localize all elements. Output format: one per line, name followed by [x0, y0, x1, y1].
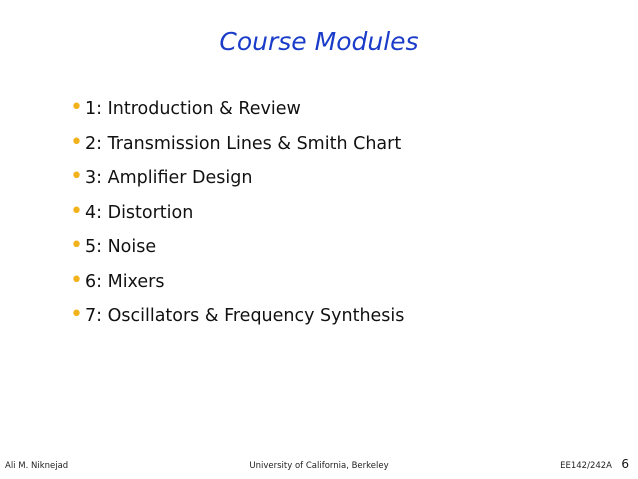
- footer-course: EE142/242A: [560, 461, 612, 471]
- list-item-text: 4: Distortion: [85, 202, 194, 223]
- list-item: [70, 92, 404, 127]
- module-list: [70, 92, 404, 334]
- slide-title: Course Modules: [219, 27, 419, 56]
- bullet-icon: •: [70, 233, 83, 259]
- bullet-icon: •: [70, 129, 83, 155]
- list-item-text: 5: Noise: [85, 237, 157, 258]
- bullet-icon: •: [70, 302, 83, 328]
- list-item-text: 2: Transmission Lines & Smith Chart: [85, 133, 402, 154]
- list-item: [70, 299, 404, 334]
- list-item: [70, 127, 404, 162]
- bullet-icon: •: [70, 95, 83, 121]
- list-item: [70, 230, 404, 265]
- list-item: [70, 196, 404, 231]
- slide-footer: [0, 453, 638, 479]
- list-item-text: 6: Mixers: [85, 271, 165, 292]
- list-item-text: 7: Oscillators & Frequency Synthesis: [85, 306, 405, 327]
- list-item-text: 3: Amplifier Design: [85, 168, 253, 189]
- list-item: [70, 161, 404, 196]
- list-item: [70, 265, 404, 300]
- bullet-icon: •: [70, 267, 83, 293]
- list-item-text: 1: Introduction & Review: [85, 99, 301, 120]
- bullet-icon: •: [70, 164, 83, 190]
- footer-author: Ali M. Niknejad: [5, 461, 69, 471]
- page-number: 6: [621, 457, 629, 471]
- bullet-icon: •: [70, 198, 83, 224]
- footer-institution: University of California, Berkeley: [249, 461, 389, 471]
